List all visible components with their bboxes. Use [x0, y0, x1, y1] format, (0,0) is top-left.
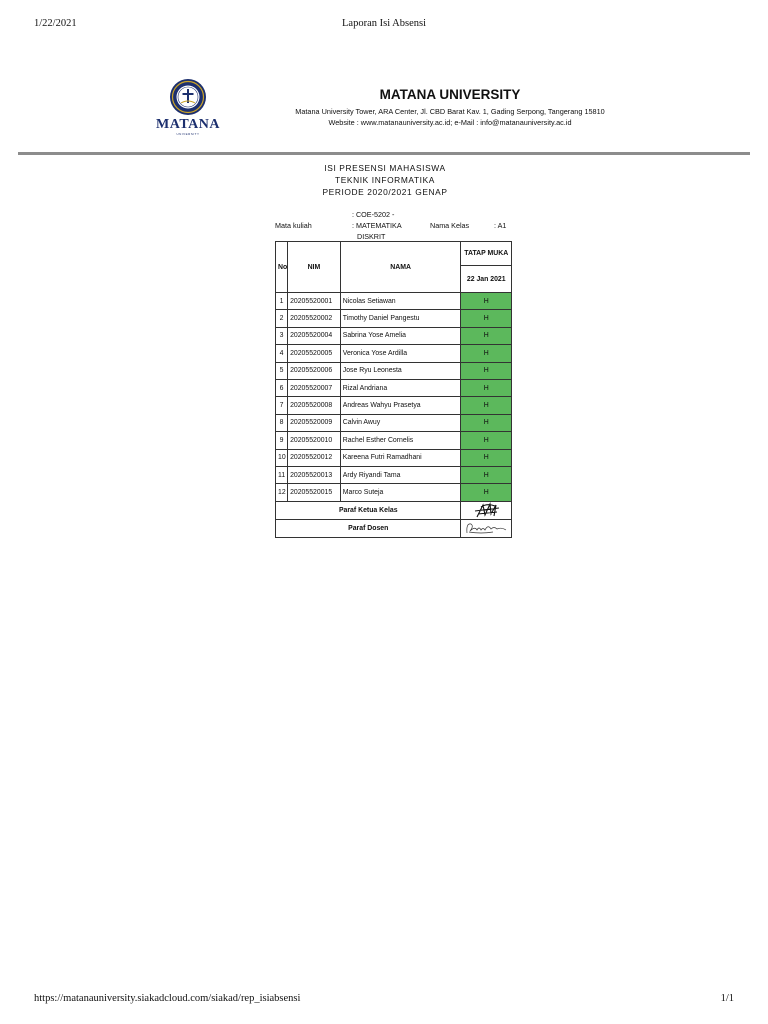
column-header-date: 22 Jan 2021 [461, 266, 512, 293]
table-row [276, 310, 512, 327]
row-number: 3 [276, 327, 288, 344]
university-logo [146, 78, 230, 136]
row-number: 10 [276, 449, 288, 466]
student-name: Calvin Awuy [340, 414, 461, 431]
student-nim: 20205520012 [288, 449, 341, 466]
row-number: 6 [276, 379, 288, 396]
student-name: Kareena Futri Ramadhani [340, 449, 461, 466]
attendance-status: H [461, 362, 512, 379]
lecturer-signature-label: Paraf Dosen [276, 519, 461, 537]
student-name: Nicolas Setiawan [340, 293, 461, 310]
attendance-status: H [461, 397, 512, 414]
table-row [276, 414, 512, 431]
class-leader-signature-row [276, 501, 512, 519]
class-value: : A1 [494, 221, 507, 230]
print-title: Laporan Isi Absensi [342, 18, 426, 29]
table-row [276, 327, 512, 344]
report-department: TEKNIK INFORMATIKA [335, 175, 435, 185]
handwritten-signature-icon [463, 520, 511, 537]
print-date: 1/22/2021 [34, 18, 77, 29]
course-code: : COE-5202 - [352, 210, 395, 219]
course-name-line1: : MATEMATIKA [352, 221, 402, 230]
course-label: Mata kuliah [275, 221, 312, 230]
student-name: Andreas Wahyu Prasetya [340, 397, 461, 414]
column-header-no: No [276, 242, 288, 293]
attendance-status: H [461, 293, 512, 310]
institution-address: Matana University Tower, ARA Center, Jl. CBD Barat Kav. 1, Gading Serpong, Tangerang 15810 [295, 107, 605, 116]
handwritten-signature-icon [463, 502, 511, 519]
row-number: 11 [276, 466, 288, 483]
class-leader-signature [461, 501, 512, 519]
course-name-line2: DISKRIT [357, 232, 386, 241]
table-row [276, 362, 512, 379]
attendance-status: H [461, 345, 512, 362]
student-name: Ardy Riyandi Tama [340, 466, 461, 483]
student-nim: 20205520013 [288, 466, 341, 483]
student-name: Jose Ryu Leonesta [340, 362, 461, 379]
row-number: 8 [276, 414, 288, 431]
institution-name: MATANA UNIVERSITY [379, 87, 521, 102]
column-header-nama: NAMA [340, 242, 461, 293]
row-number: 12 [276, 484, 288, 501]
student-nim: 20205520010 [288, 432, 341, 449]
table-row [276, 397, 512, 414]
row-number: 7 [276, 397, 288, 414]
row-number: 2 [276, 310, 288, 327]
student-name: Marco Suteja [340, 484, 461, 501]
student-nim: 20205520002 [288, 310, 341, 327]
report-period: PERIODE 2020/2021 GENAP [322, 187, 448, 197]
student-nim: 20205520008 [288, 397, 341, 414]
table-row [276, 466, 512, 483]
attendance-status: H [461, 449, 512, 466]
logo-wordmark: MATANA [156, 117, 220, 132]
table-row [276, 345, 512, 362]
table-row [276, 432, 512, 449]
student-name: Rizal Andriana [340, 379, 461, 396]
attendance-status: H [461, 414, 512, 431]
attendance-table [275, 241, 512, 538]
university-seal-icon [146, 78, 230, 118]
row-number: 4 [276, 345, 288, 362]
table-row [276, 379, 512, 396]
attendance-status: H [461, 484, 512, 501]
column-header-nim: NIM [288, 242, 341, 293]
student-nim: 20205520006 [288, 362, 341, 379]
logo-subtext: UNIVERSITY [176, 132, 200, 136]
student-name: Veronica Yose Ardilla [340, 345, 461, 362]
student-name: Sabrina Yose Amelia [340, 327, 461, 344]
attendance-status: H [461, 379, 512, 396]
table-row [276, 293, 512, 310]
attendance-status: H [461, 466, 512, 483]
row-number: 5 [276, 362, 288, 379]
student-name: Timothy Daniel Pangestu [340, 310, 461, 327]
student-nim: 20205520004 [288, 327, 341, 344]
print-footer [0, 993, 768, 1007]
row-number: 1 [276, 293, 288, 310]
student-name: Rachel Esther Cornelis [340, 432, 461, 449]
print-url: https://matanauniversity.siakadcloud.com/siakad/rep_isiabsensi [34, 993, 301, 1004]
header-divider [18, 152, 750, 155]
institution-contact: Website : www.matanauniversity.ac.id; e-Mail : info@matanauniversity.ac.id [328, 118, 572, 127]
attendance-status: H [461, 432, 512, 449]
student-nim: 20205520001 [288, 293, 341, 310]
lecturer-signature [461, 519, 512, 537]
student-nim: 20205520015 [288, 484, 341, 501]
lecturer-signature-row [276, 519, 512, 537]
student-nim: 20205520009 [288, 414, 341, 431]
print-header [0, 18, 768, 32]
table-row [276, 449, 512, 466]
course-value [352, 209, 424, 242]
class-leader-signature-label: Paraf Ketua Kelas [276, 501, 461, 519]
student-nim: 20205520005 [288, 345, 341, 362]
attendance-status: H [461, 310, 512, 327]
report-title: ISI PRESENSI MAHASISWA [324, 163, 446, 173]
page-number: 1/1 [720, 993, 734, 1004]
student-nim: 20205520007 [288, 379, 341, 396]
table-row [276, 484, 512, 501]
attendance-status: H [461, 327, 512, 344]
row-number: 9 [276, 432, 288, 449]
column-header-tatap-muka: TATAP MUKA [461, 242, 512, 266]
class-label: Nama Kelas [430, 221, 470, 230]
